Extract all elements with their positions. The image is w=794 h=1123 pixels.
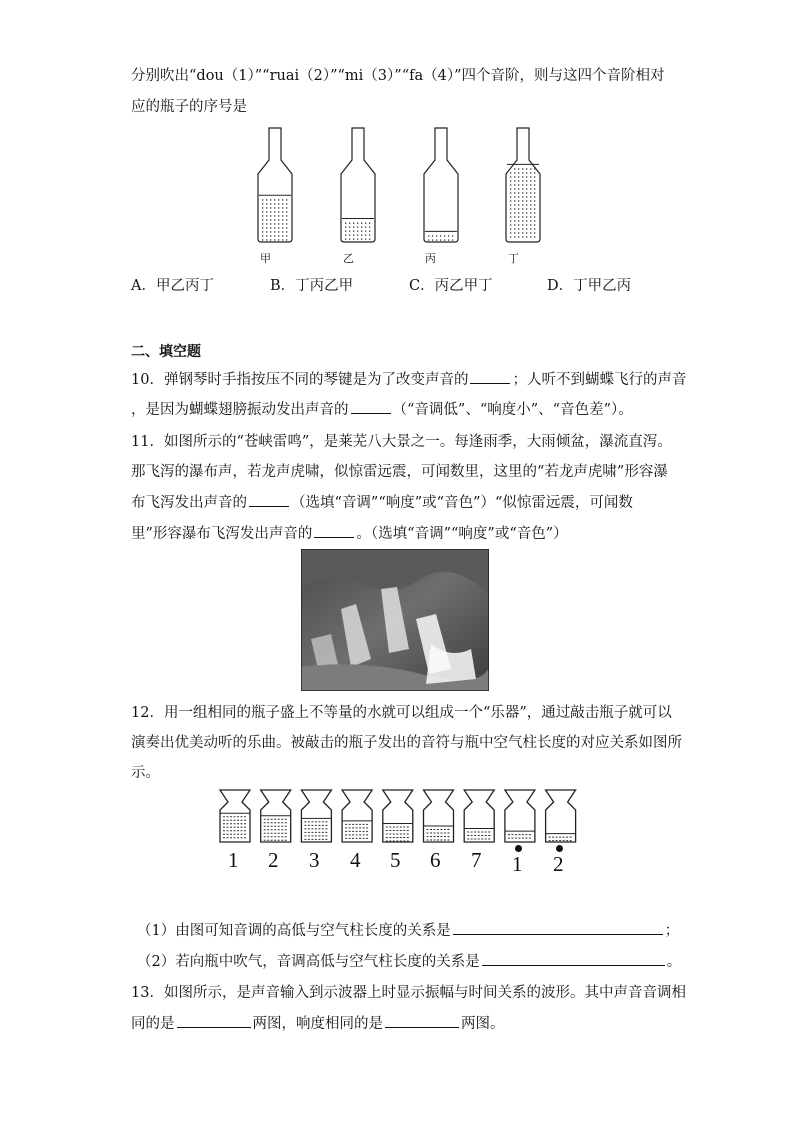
waterfall-photo: [301, 549, 489, 691]
bottle-bing: [424, 128, 458, 242]
q11-text-d: 。（选填“音调”“响度”或“音色”）: [356, 526, 568, 542]
note-high-2: 2: [553, 852, 564, 876]
jar-9: [546, 790, 576, 842]
q12-sub2-text: （2）若向瓶中吹气，音调高低与空气柱长度的关系是: [137, 954, 480, 970]
note-6: 6: [430, 848, 441, 872]
q10-text-a: 10．弹钢琴时手指按压不同的琴键是为了改变声音的: [131, 372, 469, 388]
jars-figure: [215, 788, 585, 848]
jar-1: [220, 790, 250, 842]
q13-text-b: 两图，响度相同的是: [252, 1016, 383, 1032]
q11-line-3: [131, 492, 633, 513]
q11-text-b: （选填“音调”“响度”或“音色”）“似惊雷远震，可闻数: [291, 495, 633, 511]
bottle-label-yi: 乙: [343, 252, 354, 265]
bottles-figure: [240, 122, 570, 272]
note-1: 1: [228, 848, 239, 872]
note-high-1: 1: [512, 852, 523, 876]
option-c[interactable]: C．丙乙甲丁: [409, 278, 493, 294]
option-d[interactable]: D．丁甲乙丙: [547, 278, 632, 294]
jar-8: [505, 790, 535, 842]
q12-sub-2: [137, 951, 681, 972]
q13-text-a: 同的是: [131, 1016, 175, 1032]
section-title: 二、填空题: [131, 344, 201, 360]
q12-blank-2[interactable]: [482, 951, 665, 966]
q11-line-4: [131, 523, 568, 544]
high-octave-dot-2: [556, 845, 563, 852]
q13-blank-2[interactable]: [385, 1013, 459, 1028]
q11-blank-1[interactable]: [249, 492, 289, 507]
q12-blank-1[interactable]: [453, 920, 663, 935]
option-b[interactable]: B．丁丙乙甲: [270, 278, 354, 294]
jar-4: [342, 790, 372, 842]
q10-blank-2[interactable]: [351, 399, 391, 414]
option-a[interactable]: A．甲乙丙丁: [131, 278, 214, 294]
q11-line-2: 那飞泻的瀑布声，若龙声虎啸，似惊雷远震，可闻数里，这里的“若龙声虎啸”形容瀑: [131, 464, 668, 480]
bottle-label-bing: 丙: [425, 252, 436, 265]
q11-text-a: 布飞泻发出声音的: [131, 495, 247, 511]
jar-2: [261, 790, 291, 842]
q13-blank-1[interactable]: [177, 1013, 251, 1028]
bottle-yi: [341, 128, 375, 242]
q12-sub2-end: 。: [666, 954, 682, 970]
q12-line-2: 演奏出优美动听的乐曲。被敲击的瓶子发出的音符与瓶中空气柱长度的对应关系如图所: [131, 735, 682, 751]
q10-text-b: ；人听不到蝴蝶飞行的声音: [512, 372, 687, 388]
jar-7: [464, 790, 494, 842]
q13-text-c: 两图。: [461, 1016, 505, 1032]
bottle-label-ding: 丁: [508, 252, 519, 265]
note-7: 7: [471, 848, 482, 872]
high-octave-dot-1: [515, 845, 522, 852]
q9-line-2: 应的瓶子的序号是: [131, 99, 247, 115]
bottle-label-jia: 甲: [260, 252, 271, 265]
jar-3: [301, 790, 331, 842]
q13-line-2: [131, 1013, 505, 1034]
note-3: 3: [309, 848, 320, 872]
q10-text-d: （“音调低”、“响度小”、“音色差”）。: [392, 402, 633, 418]
q10-blank-1[interactable]: [470, 369, 510, 384]
q9-line-1: 分别吹出“dou（1）”“ruai（2）”“mi（3）”“fa（4）”四个音阶，则与这四个音阶相对: [131, 68, 665, 84]
q10-text-c: ，是因为蝴蝶翅膀振动发出声音的: [131, 402, 349, 418]
bottle-jia: [258, 128, 292, 242]
note-2: 2: [268, 848, 279, 872]
jar-5: [383, 790, 413, 842]
q12-line-3: 示。: [131, 765, 160, 781]
q12-sub-1: [137, 920, 679, 941]
q12-sub1-text: （1）由图可知音调的高低与空气柱长度的关系是: [137, 923, 451, 939]
q11-blank-2[interactable]: [314, 523, 354, 538]
note-4: 4: [350, 848, 361, 872]
q11-text-c: 里”形容瀑布飞泻发出声音的: [131, 526, 313, 542]
note-5: 5: [390, 848, 401, 872]
q12-line-1: 12．用一组相同的瓶子盛上不等量的水就可以组成一个“乐器”，通过敲击瓶子就可以: [131, 705, 672, 721]
q10-line-1: [131, 369, 686, 390]
bottle-ding: [506, 128, 540, 242]
jar-6: [424, 790, 454, 842]
q12-sub1-end: ；: [664, 923, 680, 939]
q10-line-2: [131, 399, 633, 420]
q13-line-1: 13．如图所示，是声音输入到示波器上时显示振幅与时间关系的波形。其中声音音调相: [131, 985, 686, 1001]
q11-line-1: 11．如图所示的“苍峡雷鸣”，是莱芜八大景之一。每逢雨季，大雨倾盆，瀑流直泻。: [131, 434, 672, 450]
